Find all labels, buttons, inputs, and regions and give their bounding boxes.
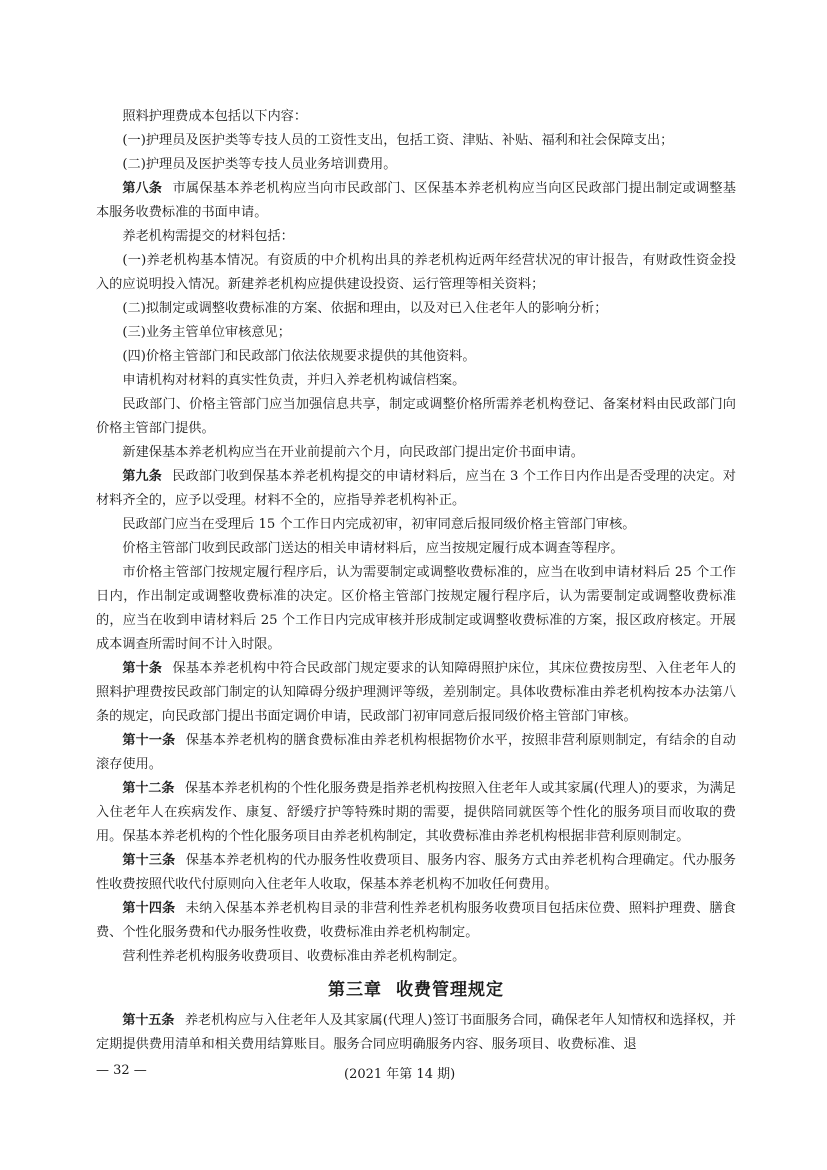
article-paragraph [96,897,736,945]
paragraph-text: 养老机构应与入住老年人及其家属(代理人)签订书面服务合同，确保老年人知情权和选择权，并定期提供费用清单和相关费用结算账目。服务合同应明确服务内容、服务项目、收费标准、退 [96,1013,736,1052]
paragraph-text: 价格主管部门收到民政部门送达的相关申请材料后，应当按规定履行成本调查等程序。 [122,541,624,556]
article-label: 第十条 [122,661,163,676]
paragraph [96,297,736,321]
paragraph [96,441,736,465]
paragraph-text: 营利性养老机构服务收费项目、收费标准由养老机构制定。 [122,949,466,964]
chapter-number: 第三章 [328,980,382,1000]
paragraph-text: (四)价格主管部门和民政部门依法依规要求提供的其他资料。 [122,349,476,364]
paragraph [96,393,736,441]
article-paragraph [96,777,736,849]
paragraph [96,945,736,969]
paragraph-text: 保基本养老机构的膳食费标准由养老机构根据物价水平，按照非营利原则制定，有结余的自动滚存使用。 [96,733,736,772]
paragraph-text: (一)护理员及医护类等专技人员的工资性支出，包括工资、津贴、补贴、福利和社会保障支出； [122,133,674,148]
article-label: 第八条 [122,181,163,196]
paragraph-text: 保基本养老机构的代办服务性收费项目、服务内容、服务方式由养老机构合理确定。代办服务性收费按照代收代付原则向入住老年人收取，保基本养老机构不加收任何费用。 [96,853,736,892]
paragraph-text: 申请机构对材料的真实性负责，并归入养老机构诚信档案。 [122,373,466,388]
paragraph-text: (二)拟制定或调整收费标准的方案、依据和理由，以及对已入住老年人的影响分析； [122,301,608,316]
paragraph [96,105,736,129]
paragraph-text: (二)护理员及医护类等专技人员业务培训费用。 [122,157,397,172]
article-paragraph [96,729,736,777]
article-label: 第十三条 [122,853,176,868]
chapter-title: 收费管理规定 [396,980,504,1000]
page-number: — 32 — [96,1063,147,1078]
paragraph-text: 市价格主管部门按规定履行程序后，认为需要制定或调整收费标准的，应当在收到申请材料后 25 个工作日内，作出制定或调整收费标准的决定。区价格主管部门按规定履行程序后，认为需要制定或调整收费标准的，应当在收到申请材料后 25 个工作日内完成审核并形成制定或调整收费标准的方案，报区政府核定。开展成本调查所需时间不计入时限。 [96,565,736,652]
paragraph-list [96,105,736,969]
paragraph-text: 民政部门应当在受理后 15 个工作日内完成初审，初审同意后报同级价格主管部门审核。 [122,517,636,532]
paragraph-text: 市属保基本养老机构应当向市民政部门、区保基本养老机构应当向区民政部门提出制定或调整基本服务收费标准的书面申请。 [96,181,736,220]
article-paragraph [96,177,736,225]
paragraph-text: 新建保基本养老机构应当在开业前提前六个月，向民政部门提出定价书面申请。 [122,445,584,460]
paragraph [96,321,736,345]
paragraph-text: 民政部门收到保基本养老机构提交的申请材料后，应当在 3 个工作日内作出是否受理的决定。对材料齐全的，应予以受理。材料不全的，应指导养老机构补正。 [96,469,736,508]
paragraph-text: 保基本养老机构中符合民政部门规定要求的认知障碍照护床位，其床位费按房型、入住老年人的照料护理费按民政部门制定的认知障碍分级护理测评等级，差别制定。具体收费标准由养老机构按本办法第八条的规定，向民政部门提出书面定调价申请，民政部门初审同意后报同级价格主管部门审核。 [96,661,736,724]
paragraph [96,513,736,537]
paragraph [96,153,736,177]
paragraph [96,345,736,369]
paragraph-text: 养老机构需提交的材料包括： [122,229,294,244]
paragraph-text: (三)业务主管单位审核意见； [122,325,291,340]
page-footer [96,1063,736,1085]
article-paragraph [96,465,736,513]
paragraph-list-after-chapter [96,1009,736,1057]
paragraph [96,225,736,249]
paragraph-text: 未纳入保基本养老机构目录的非营利性养老机构服务收费项目包括床位费、照料护理费、膳食费、个性化服务费和代办服务性收费，收费标准由养老机构制定。 [96,901,736,940]
article-label: 第十一条 [122,733,176,748]
paragraph [96,561,736,657]
paragraph-text: 民政部门、价格主管部门应当加强信息共享，制定或调整价格所需养老机构登记、备案材料由民政部门向价格主管部门提供。 [96,397,736,436]
article-label: 第九条 [122,469,162,484]
article-label: 第十四条 [122,901,176,916]
article-label: 第十二条 [122,781,175,796]
paragraph-text: 保基本养老机构的个性化服务费是指养老机构按照入住老年人或其家属(代理人)的要求，为满足入住老年人在疾病发作、康复、舒缓疗护等特殊时期的需要，提供陪同就医等个性化的服务项目而收取的费用。保基本养老机构的个性化服务项目由养老机构制定，其收费标准由养老机构根据非营利原则制定。 [96,781,736,844]
paragraph-text: 照料护理费成本包括以下内容： [122,109,308,124]
paragraph [96,129,736,153]
paragraph-text: (一)养老机构基本情况。有资质的中介机构出具的养老机构近两年经营状况的审计报告，有财政性资金投入的应说明投入情况。新建养老机构应提供建设投资、运行管理等相关资料； [96,253,736,292]
article-paragraph [96,1009,736,1057]
paragraph [96,249,736,297]
chapter-heading [96,973,736,1007]
paragraph [96,537,736,561]
issue-label: (2021 年第 14 期) [344,1067,456,1082]
document-body [96,105,736,1057]
article-label: 第十五条 [122,1013,175,1028]
article-paragraph [96,849,736,897]
paragraph [96,369,736,393]
article-paragraph [96,657,736,729]
